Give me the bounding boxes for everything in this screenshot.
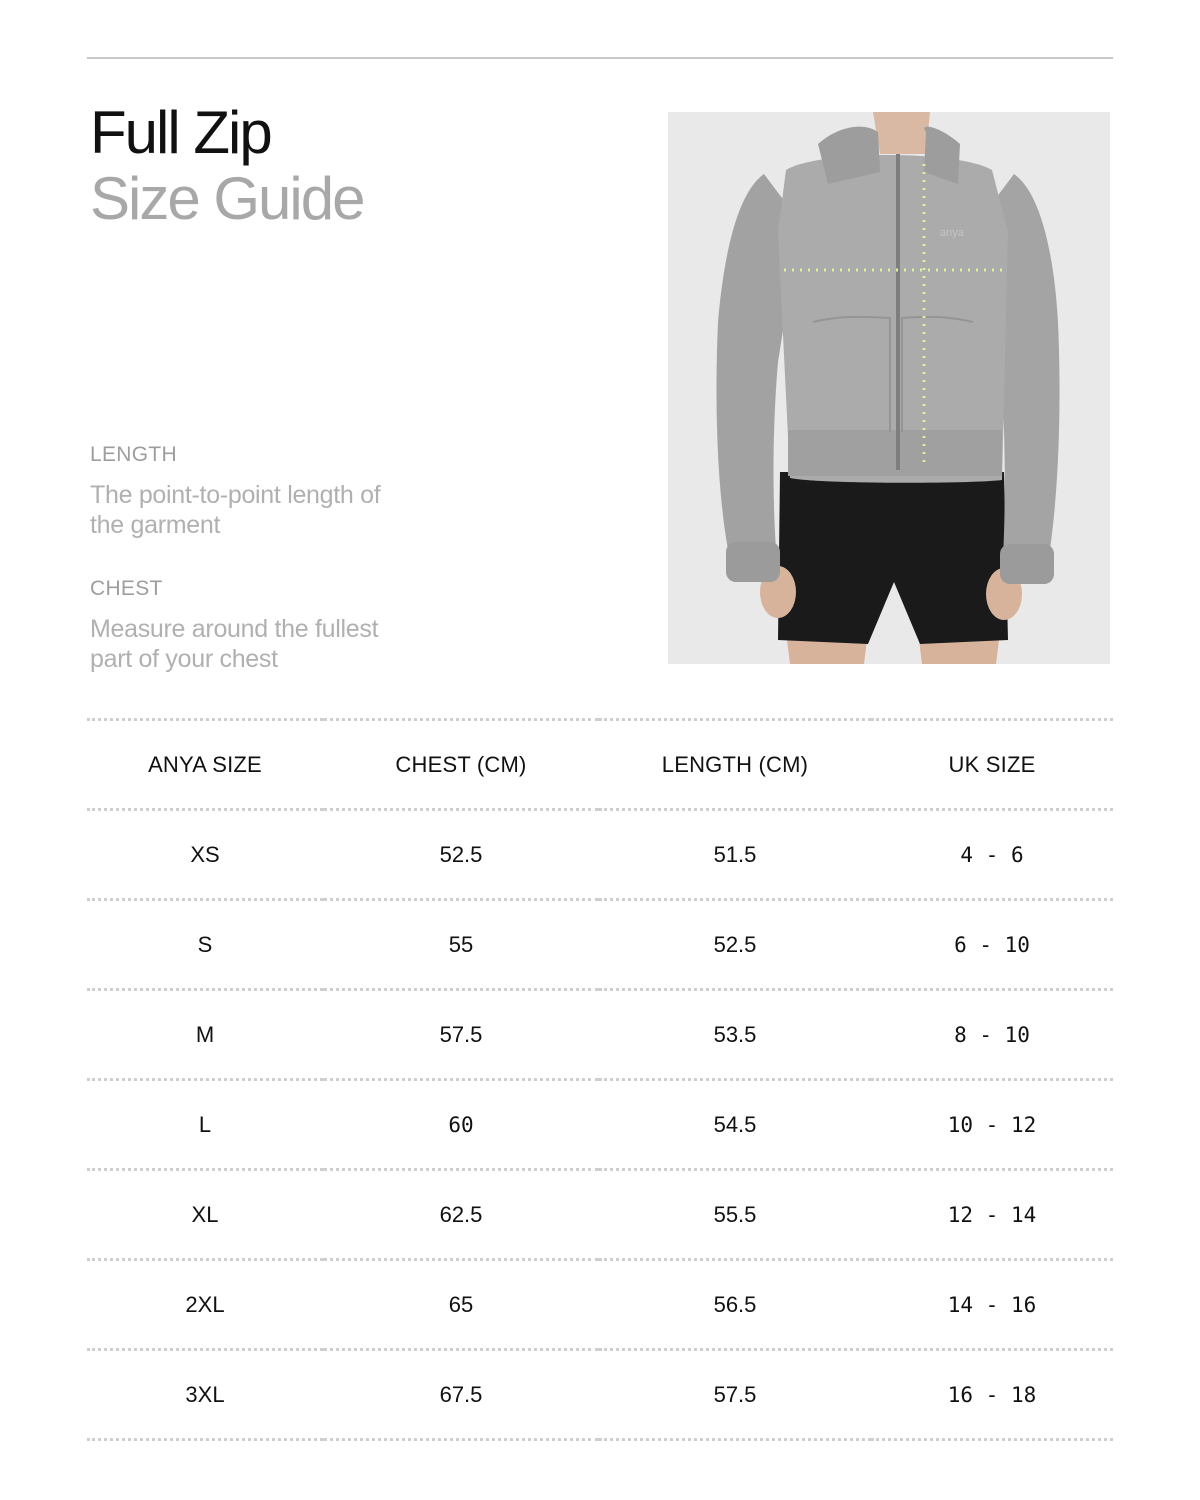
cell-chest: 65 [323, 1260, 599, 1350]
cell-anya-size: 2XL [87, 1260, 323, 1350]
chest-logo: anya [940, 227, 964, 239]
definition-term-chest: CHEST [90, 577, 163, 600]
cell-length: 54.5 [599, 1080, 871, 1170]
cell-chest: 62.5 [323, 1170, 599, 1260]
cell-uk-size: 8 - 10 [871, 990, 1113, 1080]
header-anya-size: ANYA SIZE [87, 720, 323, 810]
page-title [90, 100, 364, 232]
cell-anya-size: XL [87, 1170, 323, 1260]
title-product-name: Full Zip [90, 99, 271, 166]
table-row [87, 1260, 1113, 1350]
cell-length: 52.5 [599, 900, 871, 990]
hoodie-illustration [668, 112, 1110, 664]
cell-chest: 57.5 [323, 990, 599, 1080]
measurement-definitions [90, 442, 420, 710]
header-uk-size: UK SIZE [871, 720, 1113, 810]
table-row [87, 1170, 1113, 1260]
cell-anya-size: XS [87, 810, 323, 900]
cell-chest: 52.5 [323, 810, 599, 900]
definition-description-chest: Measure around the fullest part of your chest [90, 615, 379, 673]
cell-anya-size: L [87, 1080, 323, 1170]
cell-length: 53.5 [599, 990, 871, 1080]
cell-length: 56.5 [599, 1260, 871, 1350]
table-header-row [87, 720, 1113, 810]
product-photo [668, 112, 1110, 664]
cell-chest: 55 [323, 900, 599, 990]
cell-uk-size: 6 - 10 [871, 900, 1113, 990]
cell-length: 57.5 [599, 1350, 871, 1440]
size-chart-table [87, 718, 1113, 1441]
cell-anya-size: 3XL [87, 1350, 323, 1440]
top-divider [87, 57, 1113, 59]
table-row [87, 990, 1113, 1080]
cell-uk-size: 12 - 14 [871, 1170, 1113, 1260]
cell-anya-size: S [87, 900, 323, 990]
cell-chest: 60 [323, 1080, 599, 1170]
cell-length: 51.5 [599, 810, 871, 900]
table-row [87, 810, 1113, 900]
cell-uk-size: 16 - 18 [871, 1350, 1113, 1440]
title-subtitle: Size Guide [90, 165, 364, 232]
header-length: LENGTH (CM) [599, 720, 871, 810]
table-row [87, 1350, 1113, 1440]
cell-chest: 67.5 [323, 1350, 599, 1440]
cell-uk-size: 10 - 12 [871, 1080, 1113, 1170]
cell-anya-size: M [87, 990, 323, 1080]
cell-length: 55.5 [599, 1170, 871, 1260]
table-row [87, 1080, 1113, 1170]
definition-description-length: The point-to-point length of the garment [90, 481, 381, 539]
cell-uk-size: 4 - 6 [871, 810, 1113, 900]
cell-uk-size: 14 - 16 [871, 1260, 1113, 1350]
header-chest: CHEST (CM) [323, 720, 599, 810]
table-row [87, 900, 1113, 990]
definition-term-length: LENGTH [90, 443, 177, 466]
